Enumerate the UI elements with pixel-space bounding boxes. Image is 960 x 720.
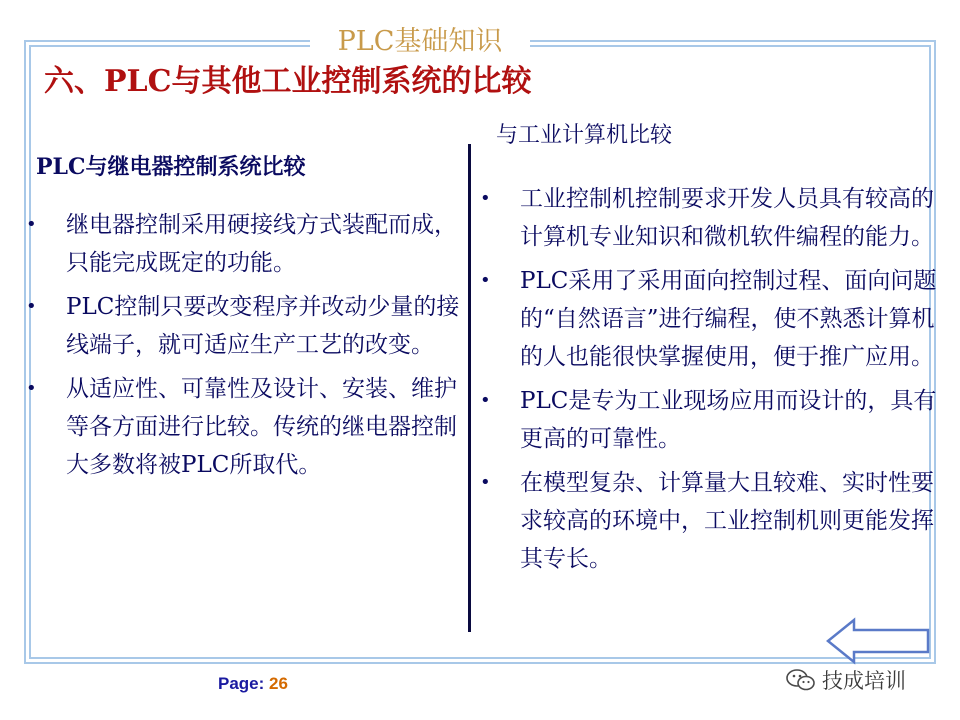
list-item-text: 从适应性、可靠性及设计、安装、维护等各方面进行比较。传统的继电器控制大多数将被PLC所取代。 — [66, 376, 457, 478]
bullet-icon: • — [480, 390, 491, 411]
watermark-text: 技成培训 — [822, 669, 906, 693]
list-item — [478, 382, 938, 458]
bullet-icon: • — [26, 378, 37, 399]
list-item — [478, 464, 938, 578]
slide-title: 六、PLC与其他工业控制系统的比较 — [44, 64, 532, 99]
bullet-icon: • — [480, 270, 491, 291]
page-number-value: 26 — [269, 674, 288, 693]
page-label: Page: — [218, 674, 265, 693]
wechat-icon — [786, 668, 816, 692]
bullet-icon: • — [480, 472, 491, 493]
page-number — [218, 674, 288, 694]
list-item-text: PLC采用了采用面向控制过程、面向问题的“自然语言”进行编程，使不熟悉计算机的人也能很快掌握使用，便于推广应用。 — [520, 268, 937, 370]
list-item-text: 继电器控制采用硬接线方式装配而成，只能完成既定的功能。 — [66, 212, 457, 276]
list-item-text: PLC控制只要改变程序并改动少量的接线端子，就可适应生产工艺的改变。 — [66, 294, 460, 358]
header-title: PLC基础知识 — [310, 22, 530, 62]
column-divider — [468, 144, 471, 632]
left-column-heading: PLC与继电器控制系统比较 — [36, 154, 306, 180]
list-item — [24, 370, 472, 484]
bullet-icon: • — [26, 296, 37, 317]
watermark — [786, 664, 906, 696]
bullet-icon: • — [480, 188, 491, 209]
list-item-text: 在模型复杂、计算量大且较难、实时性要求较高的环境中，工业控制机则更能发挥其专长。 — [520, 470, 934, 572]
right-bullet-list — [478, 180, 938, 584]
list-item-text: 工业控制机控制要求开发人员具有较高的计算机专业知识和微机软件编程的能力。 — [520, 186, 934, 250]
list-item — [24, 288, 472, 364]
list-item — [478, 262, 938, 376]
left-bullet-list — [24, 206, 472, 490]
list-item-text: PLC是专为工业现场应用而设计的，具有更高的可靠性。 — [520, 388, 937, 452]
list-item — [478, 180, 938, 256]
right-column-heading: 与工业计算机比较 — [496, 123, 673, 148]
back-arrow-icon[interactable] — [824, 616, 932, 666]
bullet-icon: • — [26, 214, 37, 235]
list-item — [24, 206, 472, 282]
